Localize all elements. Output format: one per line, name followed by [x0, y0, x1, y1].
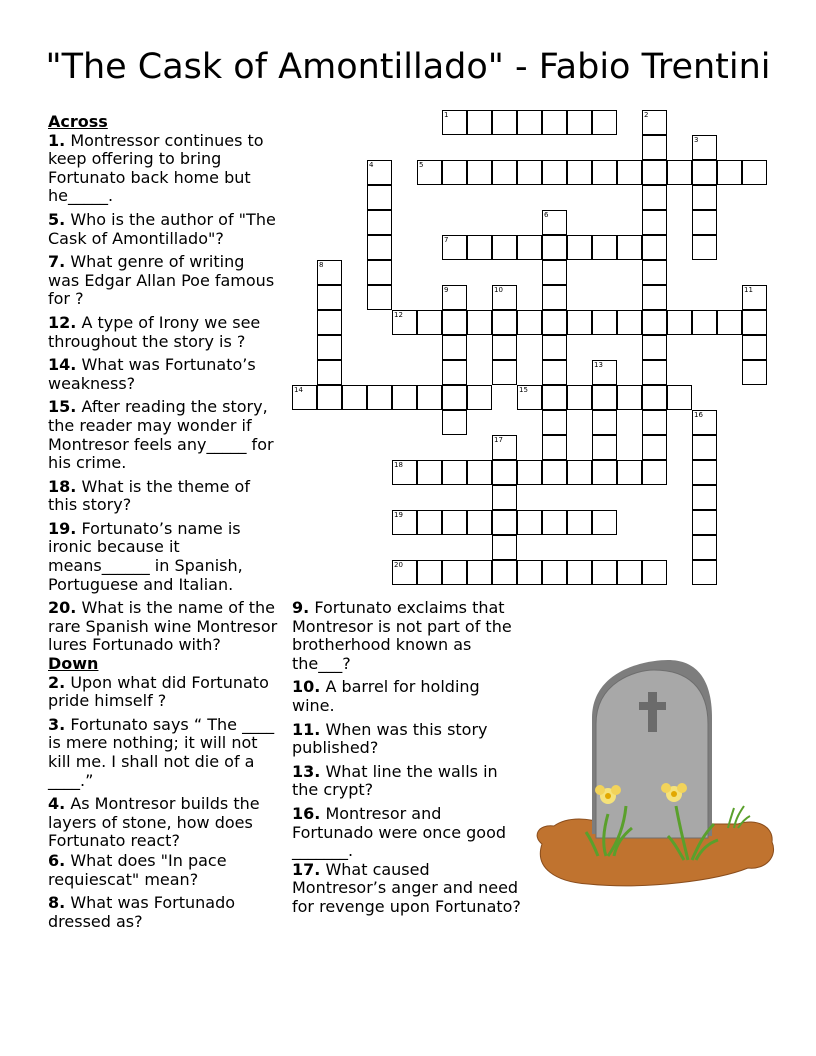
clue-down-8: 8. What was Fortunado dressed as?	[48, 893, 236, 931]
clue-down-2: 2. Upon what did Fortunato pride himself ?	[48, 672, 269, 711]
cell-number: 5	[419, 161, 424, 169]
clue-across-7: 7. What genre of writing was Edgar Allan Poe famous for ?	[48, 252, 275, 309]
grid-cell[interactable]	[542, 510, 567, 535]
cell-number: 19	[394, 511, 403, 519]
clue-down-10: 10. A barrel for holding wine.	[292, 677, 480, 715]
grid-cell[interactable]	[567, 510, 592, 535]
grid-cell[interactable]	[417, 460, 442, 485]
grid-cell[interactable]	[692, 235, 717, 260]
grid-cell[interactable]	[442, 235, 467, 260]
cell-number: 20	[394, 561, 403, 569]
clue-across-18: 18. What is the theme of this story?	[48, 476, 250, 515]
grid-cell[interactable]	[367, 160, 392, 185]
grid-cell[interactable]	[667, 385, 692, 410]
clue-down-17: 17. What caused Montresor’s anger and need for revenge upon Fortunato?	[292, 859, 521, 916]
grid-cell[interactable]	[317, 310, 342, 335]
grid-cell[interactable]	[542, 560, 567, 585]
grid-cell[interactable]	[492, 460, 517, 485]
clue-down-9: 9. Fortunato exclaims that Montresor is not part of the brotherhood known as the___?	[292, 598, 512, 673]
grid-cell[interactable]	[542, 335, 567, 360]
grid-cell[interactable]	[742, 160, 767, 185]
clue-down-6: 6. What does "In pace requiescat" mean?	[48, 850, 227, 889]
grid-cell[interactable]	[492, 560, 517, 585]
grid-cell[interactable]	[542, 360, 567, 385]
grid-cell[interactable]	[567, 560, 592, 585]
grid-cell[interactable]	[742, 310, 767, 335]
grid-cell[interactable]	[542, 310, 567, 335]
grid-cell[interactable]	[717, 310, 742, 335]
grid-cell[interactable]	[392, 560, 417, 585]
grid-cell[interactable]	[642, 135, 667, 160]
cell-number: 3	[694, 136, 699, 144]
grid-cell[interactable]	[492, 360, 517, 385]
grid-cell[interactable]	[417, 385, 442, 410]
grid-cell[interactable]	[692, 460, 717, 485]
grid-cell[interactable]	[442, 560, 467, 585]
grid-cell[interactable]	[467, 110, 492, 135]
grid-cell[interactable]	[317, 335, 342, 360]
grid-cell[interactable]	[517, 110, 542, 135]
cell-number: 7	[444, 236, 449, 244]
grid-cell[interactable]	[417, 560, 442, 585]
grid-cell[interactable]	[692, 560, 717, 585]
grid-cell[interactable]	[692, 160, 717, 185]
grid-cell[interactable]	[642, 360, 667, 385]
grid-cell[interactable]	[317, 260, 342, 285]
grid-cell[interactable]	[642, 310, 667, 335]
clue-down-16: 16. Montresor and Fortunado were once good _______.	[292, 803, 507, 861]
grid-cell[interactable]	[642, 110, 667, 135]
cell-number: 6	[544, 211, 549, 219]
clue-down-3: 3. Fortunato says “ The ____ is mere nothing; it will not kill me. I shall not die of a ____.”	[48, 714, 275, 790]
grid-cell[interactable]	[492, 485, 517, 510]
grid-cell[interactable]	[692, 435, 717, 460]
grid-cell[interactable]	[592, 560, 617, 585]
grid-cell[interactable]	[467, 385, 492, 410]
grid-cell[interactable]	[617, 160, 642, 185]
cell-number: 17	[494, 436, 503, 444]
grid-cell[interactable]	[517, 310, 542, 335]
grid-cell[interactable]	[692, 485, 717, 510]
grid-cell[interactable]	[592, 510, 617, 535]
grid-cell[interactable]	[442, 335, 467, 360]
grid-cell[interactable]	[442, 160, 467, 185]
grid-cell[interactable]	[692, 310, 717, 335]
cell-number: 15	[519, 386, 528, 394]
grid-cell[interactable]	[542, 110, 567, 135]
grid-cell[interactable]	[642, 160, 667, 185]
grid-cell[interactable]	[692, 185, 717, 210]
grid-cell[interactable]	[617, 235, 642, 260]
grid-cell[interactable]	[442, 310, 467, 335]
tombstone-illustration	[528, 656, 778, 896]
grid-cell[interactable]	[467, 160, 492, 185]
grid-cell[interactable]	[367, 235, 392, 260]
cell-number: 14	[294, 386, 303, 394]
clue-across-14: 14. What was Fortunato’s weakness?	[48, 355, 256, 393]
grid-cell[interactable]	[517, 385, 542, 410]
grid-cell[interactable]	[592, 235, 617, 260]
grid-cell[interactable]	[442, 285, 467, 310]
grid-cell[interactable]	[342, 385, 367, 410]
grid-cell[interactable]	[567, 235, 592, 260]
grid-cell[interactable]	[567, 110, 592, 135]
grid-cell[interactable]	[642, 460, 667, 485]
grid-cell[interactable]	[292, 385, 317, 410]
grid-cell[interactable]	[692, 210, 717, 235]
grid-cell[interactable]	[492, 110, 517, 135]
clue-across-15: 15. After reading the story, the reader may wonder if Montresor feels any_____ for his crime.	[48, 397, 274, 473]
grid-cell[interactable]	[567, 385, 592, 410]
cell-number: 8	[319, 261, 324, 269]
grid-cell[interactable]	[742, 285, 767, 310]
grid-cell[interactable]	[542, 285, 567, 310]
grid-cell[interactable]	[517, 160, 542, 185]
grid-cell[interactable]	[642, 235, 667, 260]
grid-cell[interactable]	[417, 310, 442, 335]
cell-number: 12	[394, 311, 403, 319]
clue-down-13: 13. What line the walls in the crypt?	[292, 761, 498, 800]
grid-cell[interactable]	[417, 510, 442, 535]
grid-cell[interactable]	[492, 235, 517, 260]
grid-cell[interactable]	[467, 560, 492, 585]
grid-cell[interactable]	[542, 410, 567, 435]
grid-cell[interactable]	[542, 460, 567, 485]
grid-cell[interactable]	[742, 335, 767, 360]
grid-cell[interactable]	[542, 160, 567, 185]
grid-cell[interactable]	[442, 460, 467, 485]
clue-across-1: 1. Montressor continues to keep offering to bring Fortunato back home but he_____.	[48, 130, 264, 206]
grid-cell[interactable]	[442, 385, 467, 410]
grid-cell[interactable]	[592, 435, 617, 460]
grid-cell[interactable]	[367, 210, 392, 235]
grid-cell[interactable]	[542, 435, 567, 460]
grid-cell[interactable]	[617, 460, 642, 485]
grid-cell[interactable]	[592, 410, 617, 435]
grid-cell[interactable]	[542, 260, 567, 285]
grid-cell[interactable]	[367, 260, 392, 285]
grid-cell[interactable]	[692, 135, 717, 160]
grid-cell[interactable]	[592, 310, 617, 335]
grid-cell[interactable]	[542, 235, 567, 260]
clue-down-4: 4. As Montresor builds the layers of stone, how does Fortunato react?	[48, 794, 260, 851]
grid-cell[interactable]	[642, 435, 667, 460]
grid-cell[interactable]	[442, 510, 467, 535]
grid-cell[interactable]	[592, 360, 617, 385]
grid-cell[interactable]	[317, 360, 342, 385]
grid-cell[interactable]	[692, 410, 717, 435]
grid-cell[interactable]	[617, 560, 642, 585]
grid-cell[interactable]	[492, 160, 517, 185]
grid-cell[interactable]	[542, 385, 567, 410]
grid-cell[interactable]	[642, 210, 667, 235]
cell-number: 11	[744, 286, 753, 294]
grid-cell[interactable]	[642, 260, 667, 285]
cell-number: 13	[594, 361, 603, 369]
grid-cell[interactable]	[642, 560, 667, 585]
grid-cell[interactable]	[517, 560, 542, 585]
grid-cell[interactable]	[692, 535, 717, 560]
grid-cell[interactable]	[717, 160, 742, 185]
grid-cell[interactable]	[317, 385, 342, 410]
grid-cell[interactable]	[617, 310, 642, 335]
grid-cell[interactable]	[642, 335, 667, 360]
clue-across-12: 12. A type of Irony we see throughout the story is ?	[48, 312, 261, 351]
grid-cell[interactable]	[442, 410, 467, 435]
down-heading: Down	[48, 654, 99, 674]
grid-cell[interactable]	[642, 410, 667, 435]
grid-cell[interactable]	[367, 185, 392, 210]
cell-number: 9	[444, 286, 449, 294]
grid-cell[interactable]	[642, 185, 667, 210]
cell-number: 10	[494, 286, 503, 294]
cell-number: 1	[444, 111, 449, 119]
grid-cell[interactable]	[592, 160, 617, 185]
clue-across-19: 19. Fortunato’s name is ironic because it means______ in Spanish, Portuguese and Italian.	[48, 518, 243, 594]
grid-cell[interactable]	[442, 360, 467, 385]
cell-number: 4	[369, 161, 374, 169]
grid-cell[interactable]	[567, 460, 592, 485]
cell-number: 2	[644, 111, 649, 119]
grid-cell[interactable]	[667, 310, 692, 335]
clue-across-20: 20. What is the name of the rare Spanish wine Montresor lures Fortunado with?	[48, 598, 278, 655]
grid-cell[interactable]	[392, 510, 417, 535]
grid-cell[interactable]	[492, 535, 517, 560]
grid-cell[interactable]	[467, 310, 492, 335]
grid-cell[interactable]	[592, 110, 617, 135]
grid-cell[interactable]	[642, 385, 667, 410]
grid-cell[interactable]	[492, 285, 517, 310]
grid-cell[interactable]	[667, 160, 692, 185]
grid-cell[interactable]	[417, 160, 442, 185]
grid-cell[interactable]	[542, 210, 567, 235]
clue-down-11: 11. When was this story published?	[292, 719, 488, 758]
grid-cell[interactable]	[442, 110, 467, 135]
cell-number: 16	[694, 411, 703, 419]
grid-cell[interactable]	[492, 335, 517, 360]
cell-number: 18	[394, 461, 403, 469]
page-title: "The Cask of Amontillado" - Fabio Trentini	[45, 47, 771, 87]
grid-cell[interactable]	[467, 460, 492, 485]
grid-cell[interactable]	[567, 160, 592, 185]
grid-cell[interactable]	[467, 235, 492, 260]
grid-cell[interactable]	[317, 285, 342, 310]
across-heading: Across	[48, 112, 108, 131]
grid-cell[interactable]	[567, 310, 592, 335]
grid-cell[interactable]	[592, 385, 617, 410]
grid-cell[interactable]	[492, 310, 517, 335]
clue-column-left	[48, 113, 280, 936]
grid-cell[interactable]	[617, 385, 642, 410]
grid-cell[interactable]	[367, 285, 392, 310]
clue-column-middle	[292, 599, 524, 922]
grid-cell[interactable]	[642, 285, 667, 310]
grid-cell[interactable]	[492, 510, 517, 535]
grid-cell[interactable]	[367, 385, 392, 410]
grid-cell[interactable]	[517, 235, 542, 260]
grid-cell[interactable]	[592, 460, 617, 485]
grid-cell[interactable]	[467, 510, 492, 535]
grid-cell[interactable]	[517, 510, 542, 535]
grid-cell[interactable]	[517, 460, 542, 485]
grid-cell[interactable]	[692, 510, 717, 535]
grid-cell[interactable]	[492, 435, 517, 460]
clue-across-5: 5. Who is the author of "The Cask of Amontillado"?	[48, 209, 276, 248]
grid-cell[interactable]	[392, 460, 417, 485]
grid-cell[interactable]	[392, 385, 417, 410]
grid-cell[interactable]	[742, 360, 767, 385]
grid-cell[interactable]	[392, 310, 417, 335]
